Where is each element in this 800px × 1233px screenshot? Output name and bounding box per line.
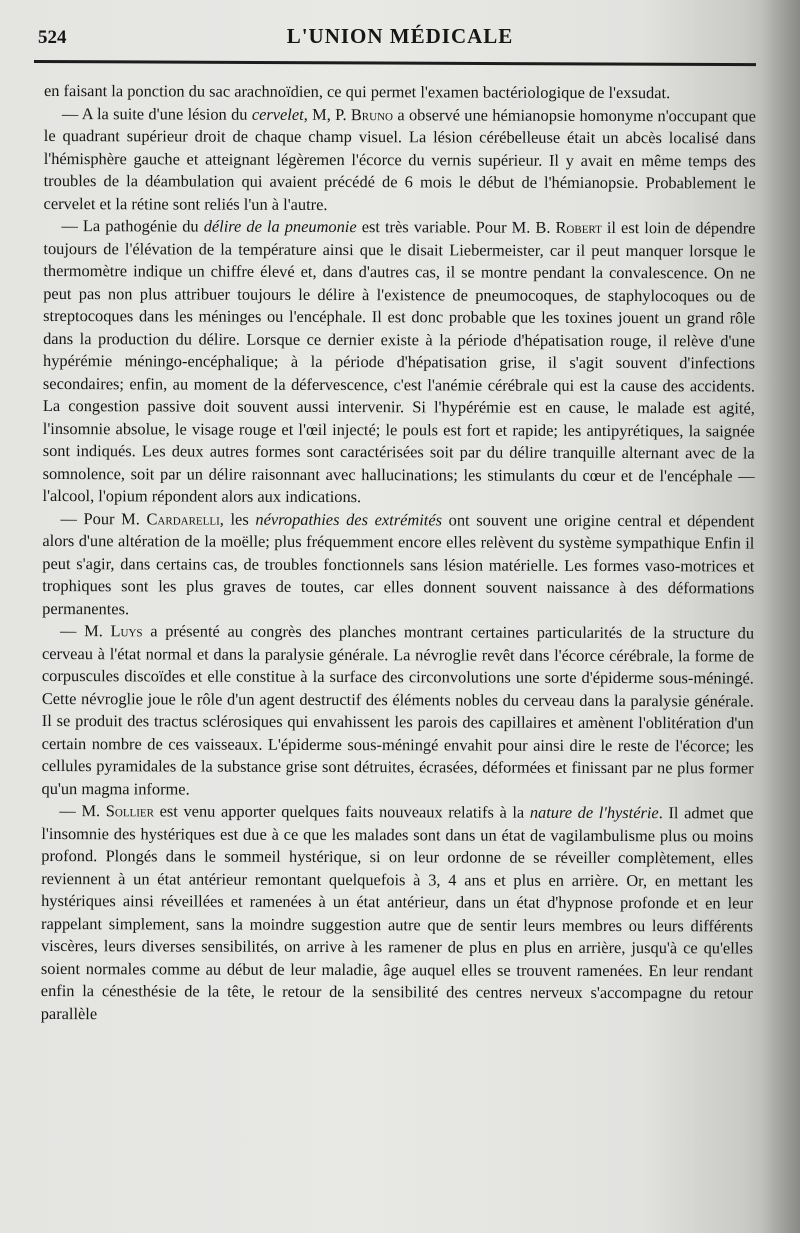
paragraph-text: ont souvent une origine central et dépendent alors d'une altération de la moëlle; plus fréquemment encore elles relèvent du système sympathique Enfin il peut s'agir, dans certains cas, de troubles fonctionnels sans lésion matérielle. Les formes vaso-motrices et trophiques sont les plus graves de toutes, car elles donnent souvent naissance à des déformations permanentes. [42, 509, 755, 618]
paragraph-text: — M. [60, 621, 111, 641]
author-name: Robert [555, 217, 602, 237]
emphasis-text: cervelet [251, 104, 304, 124]
header-rule [34, 60, 756, 66]
author-name: Sollier [105, 801, 155, 821]
paragraph [44, 102, 756, 217]
article-body [41, 80, 756, 1027]
paragraph-text: est très variable. Pour M. B. [356, 217, 556, 237]
paragraph-text: est venu apporter quelques faits nouveaux relatifs à la [153, 801, 530, 822]
emphasis-text: nature de l'hystérie [529, 802, 659, 823]
emphasis-text: névropathies des extrémités [255, 509, 443, 529]
author-name: Cardarelli [146, 508, 220, 529]
paragraph [44, 80, 756, 105]
author-name: Luys [110, 621, 143, 641]
page-edge-shadow [762, 0, 800, 1233]
paragraph-text: en faisant la ponction du sac arachnoïdien, ce qui permet l'examen bactériologique de l'exsudat. [43, 80, 671, 103]
paragraph-text: a présenté au congrès des planches montrant certaines particularités de la structure du cerveau à l'état normal et dans la paralysie générale. La névroglie revêt dans l'écorce cérébrale, la forme de corpuscules discoïdes et elle constitue à la surface des circonvolutions une sorte d'épiderme sous-méningé. Cette névroglie joue le rôle d'un agent destructif des éléments nobles du cerveau dans la paralysie générale. Il se produit des tractus sclérosiques qui envahissent les parois des capillaires et amènent l'oblitération d'un certain nombre de ces vaisseaux. L'épiderme sous-méningé envahit pour ainsi dire le reste de l'écorce; les cellules pyramidales de la substance grise sont détruites, écrasées, déformées et finissant par ne plus former qu'un magma informe. [41, 621, 755, 799]
paragraph-text: a observé une hémianopsie homonyme n'occupant que le quadrant supérieur droit de chaque champ visuel. La lésion cérébelleuse était un abcès localisé dans l'hémisphère gauche et atteignant légèremen l'écorce du vernis supérieur. Il y avait en même temps des troubles de la déambulation qui avaient précédé de 6 mois le début de l'hémianopsie. Probablement le cervelet et la rétine sont reliés l'un à l'autre. [43, 104, 756, 214]
paragraph [41, 800, 754, 1027]
paragraph [42, 507, 754, 622]
page-number: 524 [38, 27, 67, 48]
paragraph-text: , les [219, 509, 256, 529]
paragraph [41, 620, 754, 802]
running-title: L'UNION MÉDICALE [286, 24, 514, 48]
paragraph-text: — Pour M. [60, 508, 147, 528]
paragraph-text: . Il admet que l'insomnie des hystériques est due à ce que les malades sont dans un état de vagilambulisme plus ou moins profond. Plongés dans le sommeil hystérique, si on leur ordonne de se réveiller complètement, elles reviennent à un état antérieur remontant quelquefois à 3, 4 ans et plus en arrière. Or, en mettant les hystériques ainsi réveillées et ramenées à un état antérieur, dans un état d'hypnose profonde et en leur rappelant simplement, sans la moindre suggestion autre que de sentir leurs membres ou leurs différents viscères, leurs diverses sensibilités, on arrive à les ramener de plus en plus en arrière, jusqu'à ce qu'elles soient normales comme au début de leur maladie, âge auquel elles se trouvent ramenées. En leur rendant enfin la cénesthésie de la tête, le retour de la sensibilité des centres nerveux s'accompagne du retour parallèle [40, 803, 754, 1023]
paragraph-text: il est loin de dépendre toujours de l'élévation de la température ainsi que le disait Liebermeister, car il peut manquer lorsque le thermomètre indique un chiffre élevé et, dans d'autres cas, il se montre pendant la convalescence. On ne peut pas non plus attribuer toujours le délire à l'existence de pneumocoques, de staphylocoques ou de streptocoques dans les méninges ou l'encéphale. Il est donc probable que les toxines jouent un grand rôle dans la production du délire. Lorsque ce dernier existe à la période d'hépatisation rouge, il relève d'une hypérémie méningo-encéphalique; à la période d'hépatisation grise, il s'agit souvent d'infections secondaires; enfin, au moment de la défervescence, c'est l'anémie cérébrale qui est la cause des accidents. La congestion passive doit souvent aussi intervenir. Si l'hypérémie est en cause, le malade est agité, l'insomnie absolue, le visage rouge et l'œil injecté; le pouls est fort et rapide; les antipyrétiques, la saignée sont indiqués. Les deux autres formes sont caractérisées soit par du délire tranquille alternant avec de la somnolence, soit par un délire raisonnant avec hallucinations; les stimulants du cœur et de l'encéphale — l'alcool, l'opium répondent alors aux indications. [42, 217, 756, 507]
paragraph-text: — M. [59, 801, 106, 821]
emphasis-text: délire de la pneumonie [203, 216, 357, 237]
paragraph [43, 215, 756, 510]
paragraph-text: , M, P. [303, 104, 351, 124]
author-name: Bruno [350, 104, 394, 124]
paragraph-text: — La pathogénie du [61, 216, 204, 236]
paragraph-text: — A la suite d'une lésion du [61, 103, 252, 124]
